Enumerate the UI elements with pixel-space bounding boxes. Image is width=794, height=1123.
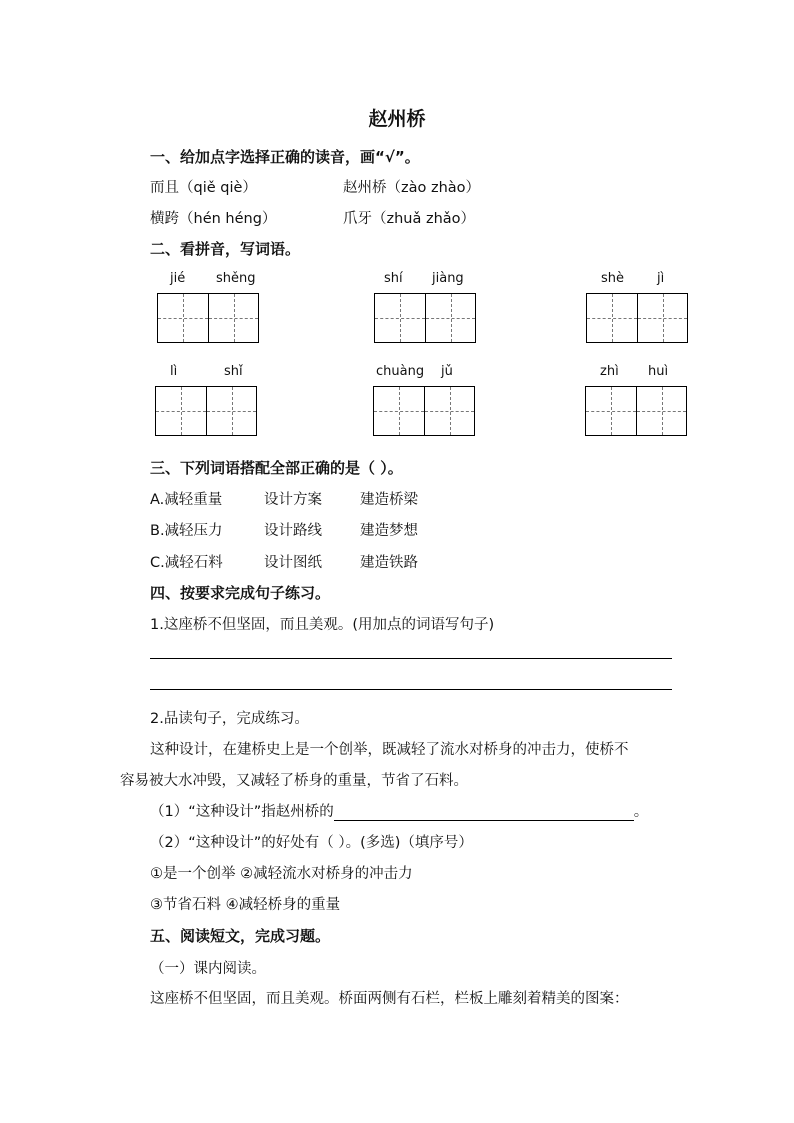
writing-grid[interactable] bbox=[374, 293, 476, 343]
pinyin-choice-item: 而且（qiě qiè） bbox=[150, 180, 257, 196]
pinyin-choice-item: 赵州桥（zào zhào） bbox=[343, 180, 481, 196]
writing-grid[interactable] bbox=[585, 386, 687, 436]
choices-line-1: ①是一个创举 ②减轻流水对桥身的冲击力 bbox=[150, 866, 413, 882]
pinyin-label: jì bbox=[657, 271, 665, 286]
writing-grid[interactable] bbox=[157, 293, 259, 343]
grid-cell[interactable] bbox=[374, 387, 424, 435]
question-2: 2.品读句子，完成练习。 bbox=[150, 711, 309, 727]
grid-cell[interactable] bbox=[637, 294, 687, 342]
writing-grid[interactable] bbox=[373, 386, 475, 436]
pinyin-label: zhì bbox=[600, 364, 619, 379]
option-a-col2: 设计方案 bbox=[264, 492, 322, 508]
grid-cell[interactable] bbox=[375, 294, 425, 342]
pinyin-label: shěng bbox=[216, 271, 256, 286]
option-a-col3: 建造桥梁 bbox=[360, 492, 418, 508]
pinyin-label: shǐ bbox=[224, 364, 243, 379]
sub-question-1 bbox=[150, 800, 648, 821]
choices-line-2: ③节省石料 ④减轻桥身的重量 bbox=[150, 897, 341, 913]
option-b-col2: 设计路线 bbox=[264, 523, 322, 539]
grid-cell[interactable] bbox=[587, 294, 637, 342]
writing-grid[interactable] bbox=[586, 293, 688, 343]
question-1: 1.这座桥不但坚固，而且美观。(用加点的词语写句子) bbox=[150, 617, 495, 633]
pinyin-label: jié bbox=[170, 271, 186, 286]
grid-cell[interactable] bbox=[158, 294, 208, 342]
page-title: 赵州桥 bbox=[368, 108, 426, 130]
option-a-col1: A.减轻重量 bbox=[150, 492, 223, 508]
pinyin-label: jǔ bbox=[441, 364, 453, 379]
fill-blank-line[interactable] bbox=[334, 806, 634, 821]
sub-question-1-prefix: （1）“这种设计”指赵州桥的 bbox=[150, 804, 334, 820]
answer-line[interactable] bbox=[150, 689, 672, 690]
writing-grid[interactable] bbox=[155, 386, 257, 436]
answer-line[interactable] bbox=[150, 658, 672, 659]
grid-cell[interactable] bbox=[156, 387, 206, 435]
grid-cell[interactable] bbox=[586, 387, 636, 435]
grid-cell[interactable] bbox=[208, 294, 258, 342]
reading-text: 这座桥不但坚固，而且美观。桥面两侧有石栏，栏板上雕刻着精美的图案： bbox=[150, 991, 629, 1007]
sub-question-2: （2）“这种设计”的好处有（ ）。(多选)（填序号） bbox=[150, 835, 473, 851]
option-b-col3: 建造梦想 bbox=[360, 523, 418, 539]
grid-cell[interactable] bbox=[636, 387, 686, 435]
pinyin-label: lì bbox=[170, 364, 178, 379]
option-c-col3: 建造铁路 bbox=[360, 555, 418, 571]
passage-line-1: 这种设计，在建桥史上是一个创举，既减轻了流水对桥身的冲击力，使桥不 bbox=[150, 742, 629, 758]
grid-cell[interactable] bbox=[206, 387, 256, 435]
pinyin-label: jiàng bbox=[432, 271, 464, 286]
section-3-heading: 三、下列词语搭配全部正确的是（ ）。 bbox=[150, 459, 403, 477]
section-2-heading: 二、看拼音，写词语。 bbox=[150, 240, 301, 258]
pinyin-label: shè bbox=[601, 271, 625, 286]
option-c-col1: C.减轻石料 bbox=[150, 555, 223, 571]
pinyin-label: chuàng bbox=[376, 364, 425, 379]
section-1-heading: 一、给加点字选择正确的读音，画“√”。 bbox=[150, 148, 420, 166]
section-5-heading: 五、阅读短文，完成习题。 bbox=[150, 927, 331, 945]
pinyin-choice-item: 爪牙（zhuǎ zhǎo） bbox=[343, 211, 476, 227]
option-c-col2: 设计图纸 bbox=[264, 555, 322, 571]
pinyin-choice-item: 横跨（hén héng） bbox=[150, 211, 277, 227]
grid-cell[interactable] bbox=[424, 387, 474, 435]
pinyin-label: huì bbox=[648, 364, 669, 379]
passage-line-2: 容易被大水冲毁，又减轻了桥身的重量，节省了石料。 bbox=[120, 773, 468, 789]
option-b-col1: B.减轻压力 bbox=[150, 523, 223, 539]
grid-cell[interactable] bbox=[425, 294, 475, 342]
sub-question-1-suffix: 。 bbox=[633, 804, 649, 820]
section-4-heading: 四、按要求完成句子练习。 bbox=[150, 584, 331, 602]
reading-subheading: （一）课内阅读。 bbox=[150, 961, 266, 977]
pinyin-label: shí bbox=[384, 271, 403, 286]
